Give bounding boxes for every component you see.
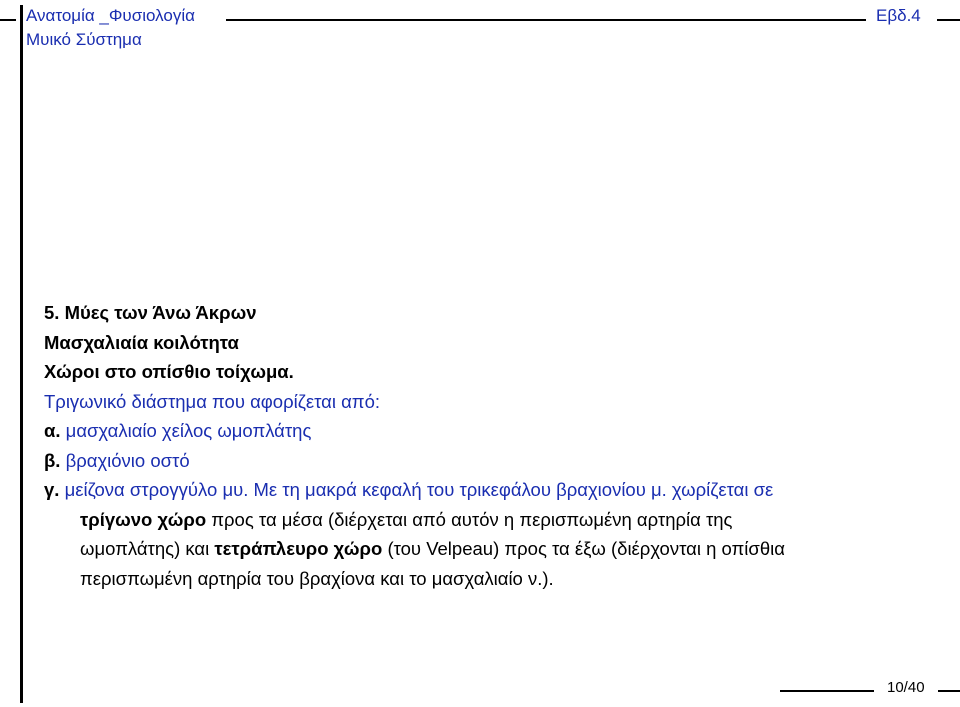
list-text-c-3: ωμοπλάτης) και [80, 538, 210, 559]
list-marker-a: α. [44, 420, 61, 441]
header-subject: Ανατομία _Φυσιολογία [26, 6, 195, 25]
list-item-a [44, 416, 924, 446]
bottom-horizontal-rule [780, 690, 874, 692]
list-text-a: μασχαλιαίο χείλος ωμοπλάτης [65, 420, 312, 441]
top-right-tick [937, 19, 960, 21]
section-title: 5. Μύες των Άνω Άκρων [44, 302, 257, 323]
bottom-right-tick [938, 690, 960, 692]
list-text-c-5: περισπωμένη αρτηρία του βραχίονα και το μασχαλιαίο ν.). [80, 567, 554, 589]
left-vertical-rule [20, 5, 23, 703]
header-week: Εβδ.4 [876, 6, 921, 25]
header-topic: Μυικό Σύστημα [26, 30, 142, 49]
top-left-tick [0, 19, 16, 21]
slide-content [44, 298, 924, 593]
intro-text: Τριγωνικό διάστημα που αφορίζεται από: [44, 390, 380, 412]
list-text-c: μείζονα στρογγύλο μυ. Με τη μακρά κεφαλή του τρικεφάλου βραχιονίου μ. χωρίζεται σε [64, 479, 774, 500]
list-marker-b: β. [44, 449, 61, 471]
list-text-c-4: (του Velpeau) προς τα έξω (διέρχονται η οπίσθια [387, 538, 785, 559]
page-number: 10/40 [887, 679, 925, 696]
term-triangular-space: τρίγωνο χώρο [80, 508, 207, 530]
list-item-b [44, 446, 924, 476]
list-text-c-2: προς τα μέσα (διέρχεται από αυτόν η περισπωμένη αρτηρία της [211, 508, 733, 530]
subtitle-axillary-cavity: Μασχαλιαία κοιλότητα [44, 331, 239, 353]
term-quadrangular-space: τετράπλευρο χώρο [214, 538, 383, 559]
list-text-b: βραχιόνιο οστό [65, 449, 190, 471]
list-marker-c: γ. [44, 479, 60, 500]
subtitle-posterior-spaces: Χώροι στο οπίσθιο τοίχωμα. [44, 361, 294, 382]
list-item-c [44, 475, 924, 593]
top-horizontal-rule [226, 19, 866, 21]
